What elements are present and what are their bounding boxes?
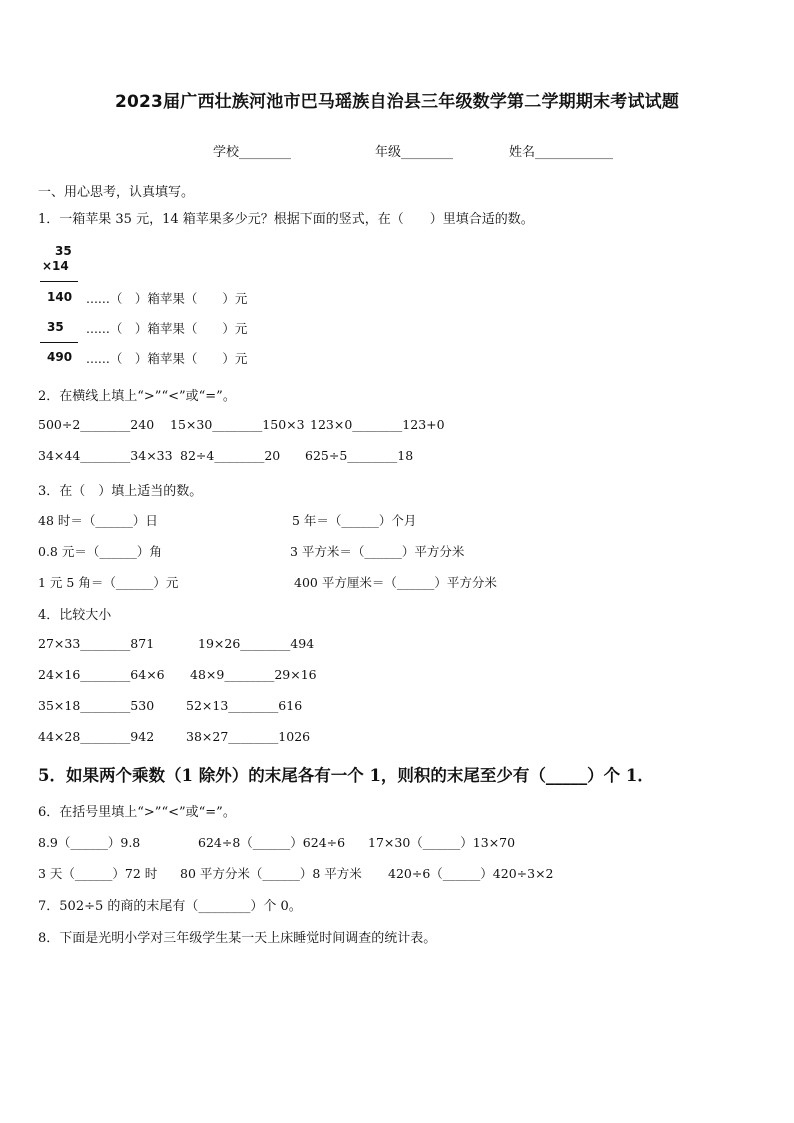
q6-item: 17×30（______）13×70 [368, 835, 516, 850]
q4-item: 52×13________616 [186, 698, 303, 713]
page-title: 2023届广西壮族河池市巴马瑶族自治县三年级数学第二学期期末考试试题 [114, 92, 680, 112]
q3-item: 400 平方厘米＝（______）平方分米 [294, 575, 497, 590]
question-3-stem: 3．在（ ）填上适当的数。 [38, 484, 203, 499]
vertical-multiplier: ×14 [42, 259, 69, 273]
question-4-stem: 4．比较大小 [38, 608, 112, 623]
q2-item: 500÷2________240 [38, 417, 155, 432]
q3-item: 1 元 5 角＝（______）元 [38, 575, 179, 590]
q3-item: 48 时＝（______）日 [38, 513, 158, 528]
q6-item: 3 天（______）72 时 [38, 866, 158, 881]
q4-item: 19×26________494 [198, 636, 315, 651]
partial-product-1: 140 [47, 290, 73, 304]
q4-item: 48×9________29×16 [190, 667, 317, 682]
vertical-multiplicand: 35 [55, 244, 72, 258]
product-total: 490 [47, 350, 73, 364]
question-8: 8．下面是光明小学对三年级学生某一天上床睡觉时间调查的统计表。 [38, 931, 437, 946]
grade-field: 年级________ [375, 145, 454, 160]
q3-item: 3 平方米＝（______）平方分米 [290, 544, 465, 559]
q3-item: 5 年＝（______）个月 [292, 513, 417, 528]
q6-item: 624÷8（______）624÷6 [198, 835, 346, 850]
section-heading: 一、用心思考，认真填写。 [38, 185, 195, 200]
question-1-stem: 1．一箱苹果 35 元，14 箱苹果多少元？根据下面的竖式，在（ ）里填合适的数。 [38, 212, 534, 227]
q6-item: 80 平方分米（______）8 平方米 [180, 866, 362, 881]
question-7: 7．502÷5 的商的末尾有（________）个 0。 [38, 899, 302, 914]
q4-item: 27×33________871 [38, 636, 155, 651]
q2-item: 123×0________123+0 [310, 417, 445, 432]
q3-item: 0.8 元＝（______）角 [38, 544, 162, 559]
question-6-stem: 6．在括号里填上“>”“<”或“=”。 [38, 805, 236, 820]
q2-item: 15×30________150×3 [170, 417, 305, 432]
q2-item: 82÷4________20 [180, 448, 281, 463]
question-5: 5．如果两个乘数（1 除外）的末尾各有一个 1，则积的末尾至少有（_____）个 1． [38, 766, 654, 785]
vertical-divider-line [40, 342, 78, 343]
q2-item: 34×44________34×33 [38, 448, 173, 463]
partial-product-1-blank: ......（ ）箱苹果（ ）元 [86, 291, 248, 306]
q4-item: 24×16________64×6 [38, 667, 165, 682]
q6-item: 420÷6（______）420÷3×2 [388, 866, 554, 881]
school-field: 学校________ [213, 145, 292, 160]
vertical-divider-line [40, 281, 78, 282]
q4-item: 38×27________1026 [186, 729, 311, 744]
q6-item: 8.9（______）9.8 [38, 835, 141, 850]
product-total-blank: ......（ ）箱苹果（ ）元 [86, 351, 248, 366]
q4-item: 44×28________942 [38, 729, 155, 744]
question-2-stem: 2．在横线上填上“>”“<”或“=”。 [38, 389, 236, 404]
q2-item: 625÷5________18 [305, 448, 414, 463]
name-field: 姓名____________ [509, 145, 614, 160]
q4-item: 35×18________530 [38, 698, 155, 713]
partial-product-2-blank: ......（ ）箱苹果（ ）元 [86, 321, 248, 336]
partial-product-2: 35 [47, 320, 64, 334]
